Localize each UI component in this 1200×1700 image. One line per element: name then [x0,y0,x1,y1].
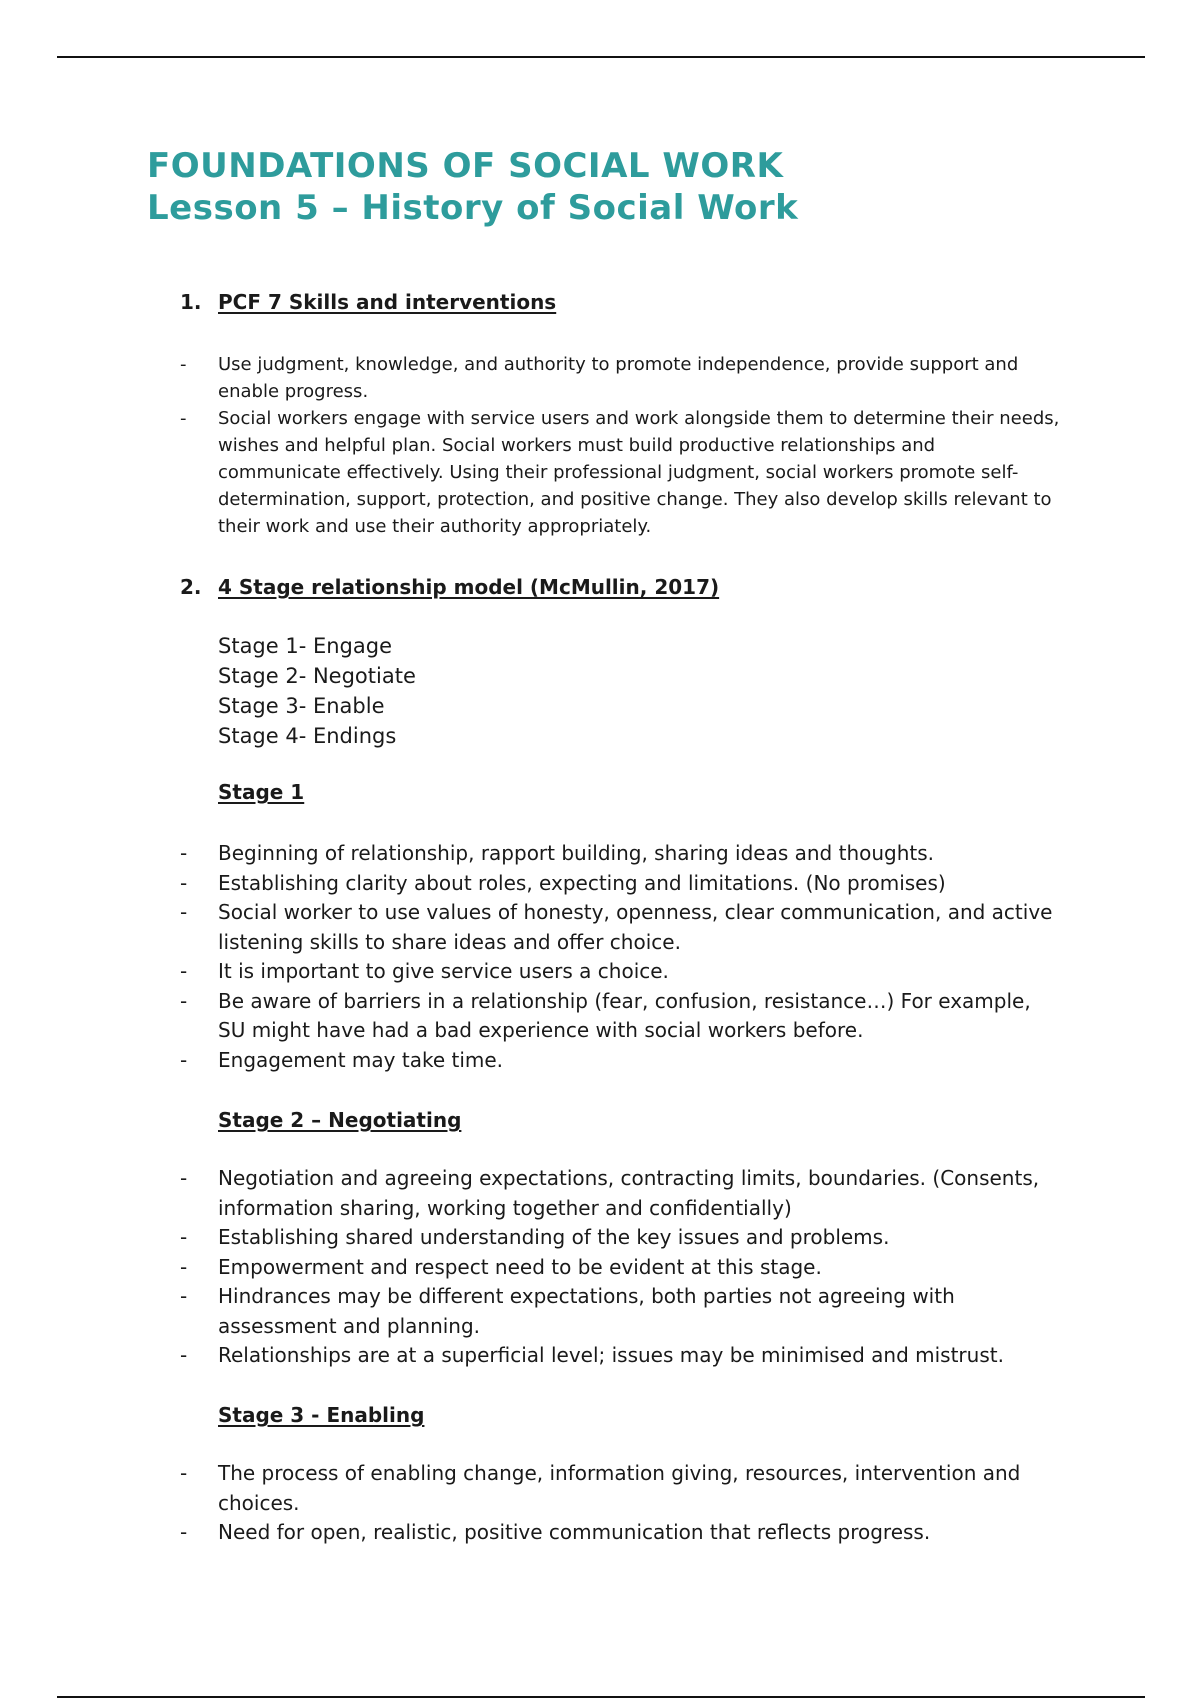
list-item: - Engagement may take time. [180,1046,1060,1076]
stage-3-bullets [180,1459,1060,1548]
stage-line: Stage 1- Engage [218,634,392,658]
stage-1-bullets [180,839,1060,1075]
list-item: - Negotiation and agreeing expectations, contracting limits, boundaries. (Consents, information sharing, working together and confidentially) [180,1166,1040,1220]
stage-line: Stage 4- Endings [218,724,397,748]
bullet-dash: - [180,1225,188,1249]
bottom-rule [57,1696,1145,1698]
title-line-1: FOUNDATIONS OF SOCIAL WORK [147,146,784,186]
bullet-dash: - [180,354,187,375]
bullet-dash: - [180,870,188,895]
list-item: - Need for open, realistic, positive communication that reflects progress. [180,1518,1060,1548]
section-number: 2. [180,575,202,599]
list-item: - Social worker to use values of honesty, openness, clear communication, and active listening skills to share ideas and offer choice. [180,900,1053,954]
bullet-dash: - [180,1166,188,1190]
list-item: - Empowerment and respect need to be evident at this stage. [180,1253,1060,1283]
bullet-dash: - [180,408,187,429]
stage-2-bullets [180,1164,1060,1371]
bullet-dash: - [180,959,188,983]
section-1-bullets [180,351,1060,540]
title-line-2: Lesson 5 – History of Social Work [147,188,799,228]
list-item: - The process of enabling change, information giving, resources, intervention and choices. [180,1461,1021,1515]
stage-3-heading: Stage 3 - Enabling [218,1403,425,1427]
bullet-dash: - [180,1254,188,1279]
bullet-dash: - [180,1343,188,1367]
top-rule [57,56,1145,58]
list-item: - Use judgment, knowledge, and authority to promote independence, provide support and enable progress. [180,351,1060,405]
section-2-heading [180,575,719,599]
list-item: - Beginning of relationship, rapport building, sharing ideas and thoughts. [180,839,1060,869]
section-title: PCF 7 Skills and interventions [218,290,557,314]
list-item: - Establishing clarity about roles, expecting and limitations. (No promises) [180,869,1060,899]
section-1-heading [180,290,556,314]
bullet-dash: - [180,841,188,865]
section-number: 1. [180,290,202,314]
list-item: - Be aware of barriers in a relationship (fear, confusion, resistance…) For example, SU might have had a bad experience with social workers before. [180,988,1031,1042]
document-title [147,145,798,229]
list-item: - Social workers engage with service users and work alongside them to determine their needs, wishes and helpful plan. Social workers must build productive relationships and communicate effectively. Using their professional judgment, social workers promote self-determination, support, protection, and positive change. They also develop skills relevant to their work and use their authority appropriately. [180,405,1060,540]
stage-1-heading: Stage 1 [218,780,305,804]
bullet-dash: - [180,1047,188,1072]
stage-line: Stage 3- Enable [218,694,385,718]
stage-line: Stage 2- Negotiate [218,664,416,688]
bullet-dash: - [180,900,188,924]
stage-2-heading: Stage 2 – Negotiating [218,1108,462,1132]
list-item: - It is important to give service users a choice. [180,957,1060,987]
list-item: - Relationships are at a superficial level; issues may be minimised and mistrust. [180,1341,1060,1371]
bullet-dash: - [180,1520,188,1544]
bullet-dash: - [180,988,188,1013]
list-item: - Hindrances may be different expectations, both parties not agreeing with assessment and planning. [180,1284,955,1338]
bullet-dash: - [180,1284,188,1308]
bullet-dash: - [180,1461,188,1485]
list-item: - Establishing shared understanding of the key issues and problems. [180,1223,1060,1253]
section-title: 4 Stage relationship model (McMullin, 2017) [218,575,720,599]
stage-list [218,631,416,751]
